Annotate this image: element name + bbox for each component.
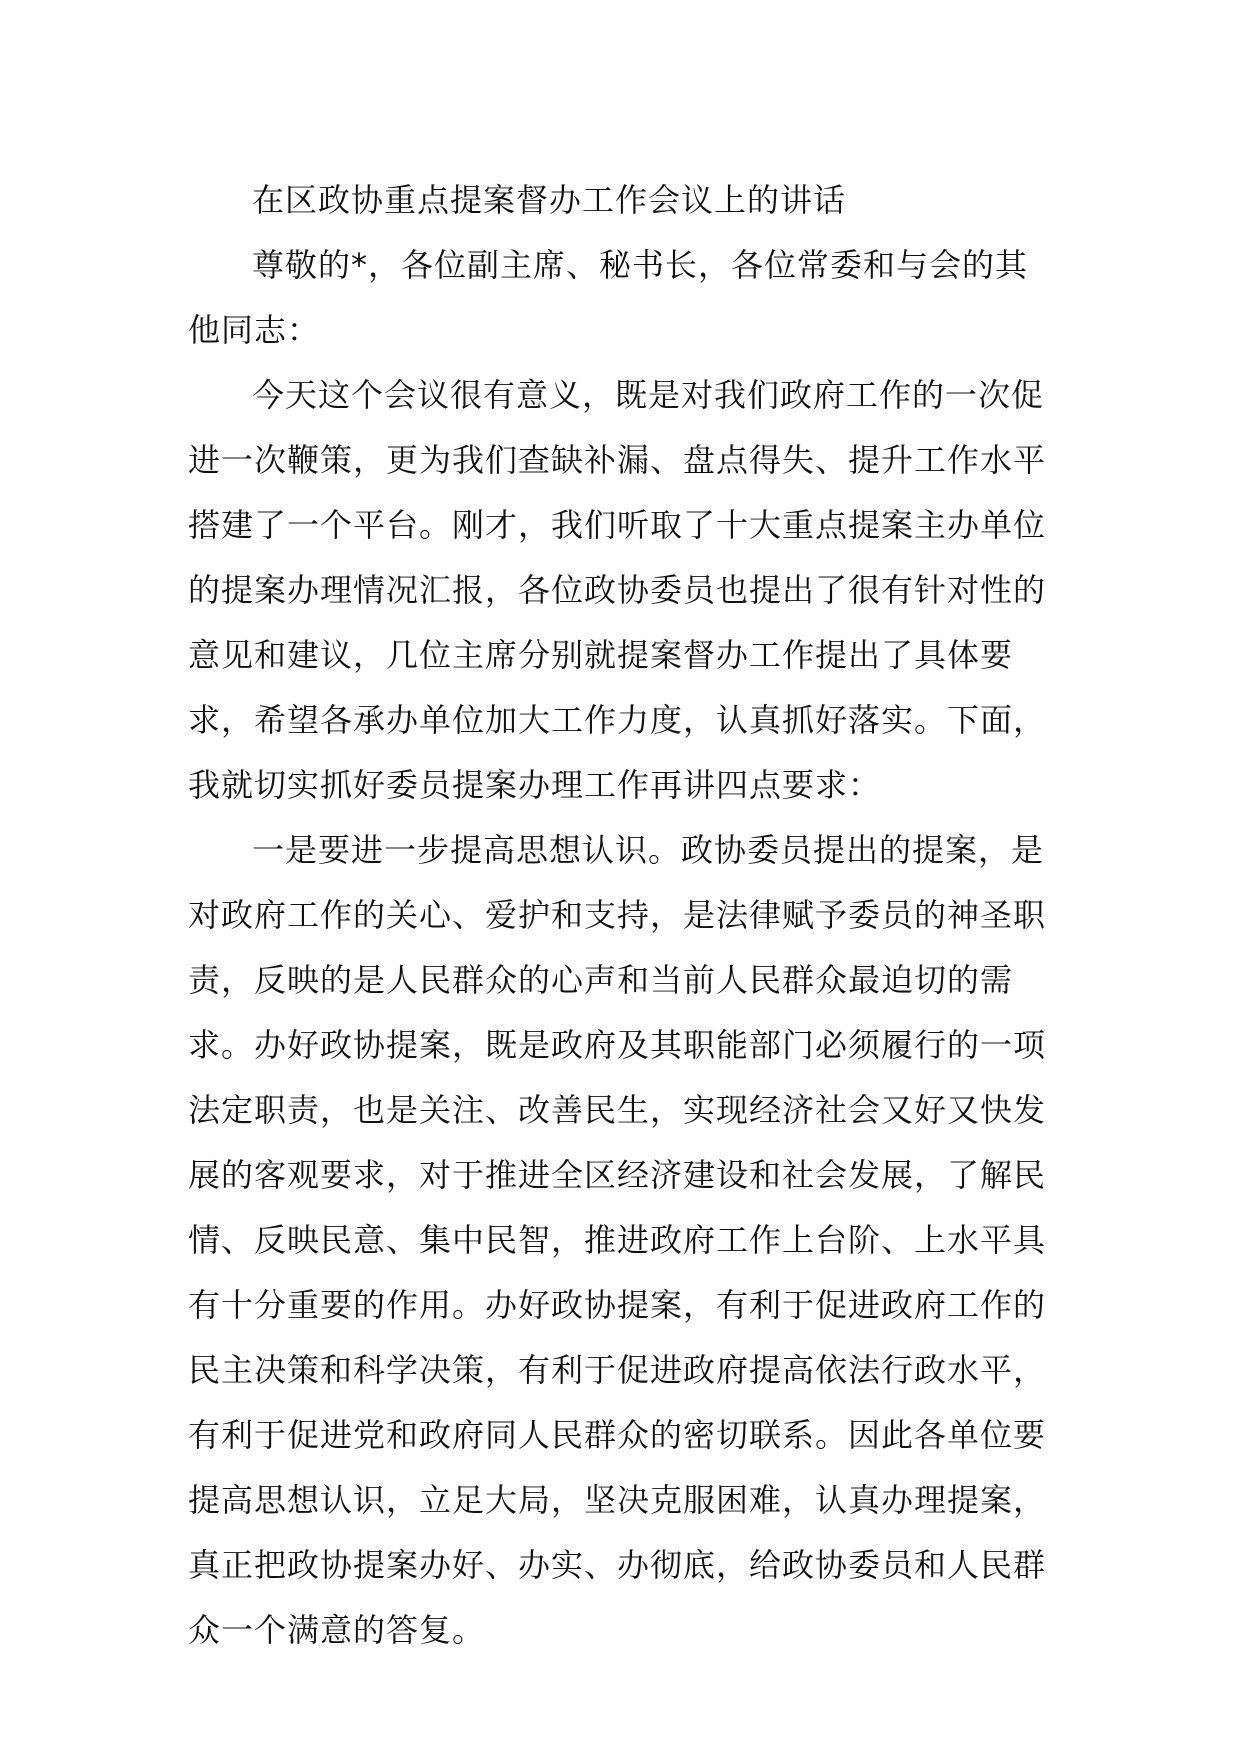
body-paragraph: 今天这个会议很有意义，既是对我们政府工作的一次促进一次鞭策，更为我们查缺补漏、盘点得失、提升工作水平搭建了一个平台。刚才，我们听取了十大重点提案主办单位的提案办理情况汇报，各位政协委员也提出了很有针对性的意见和建议，几位主席分别就提案督办工作提出了具体要求，希望各承办单位加大工作力度，认真抓好落实。下面，我就切实抓好委员提案办理工作再讲四点要求： — [188, 376, 1047, 804]
body-paragraph: 一是要进一步提高思想认识。政协委员提出的提案，是对政府工作的关心、爱护和支持，是法律赋予委员的神圣职责，反映的是人民群众的心声和当前人民群众最迫切的需求。办好政协提案，既是政府及其职能部门必须履行的一项法定职责，也是关注、改善民生，实现经济社会又好又快发展的客观要求，对于推进全区经济建设和社会发展，了解民情、反映民意、集中民智，推进政府工作上台阶、上水平具有十分重要的作用。办好政协提案，有利于促进政府工作的民主决策和科学决策，有利于促进政府提高依法行政水平，有利于促进党和政府同人民群众的密切联系。因此各单位要提高思想认识，立足大局，坚决克服困难，认真办理提案，真正把政协提案办好、办实、办彻底，给政协委员和人民群众一个满意的答复。 — [188, 831, 1047, 1649]
greeting-paragraph: 尊敬的*，各位副主席、秘书长，各位常委和与会的其他同志： — [188, 246, 1029, 349]
document-body — [188, 168, 1060, 1663]
document-title: 在区政协重点提案督办工作会议上的讲话 — [252, 181, 847, 219]
